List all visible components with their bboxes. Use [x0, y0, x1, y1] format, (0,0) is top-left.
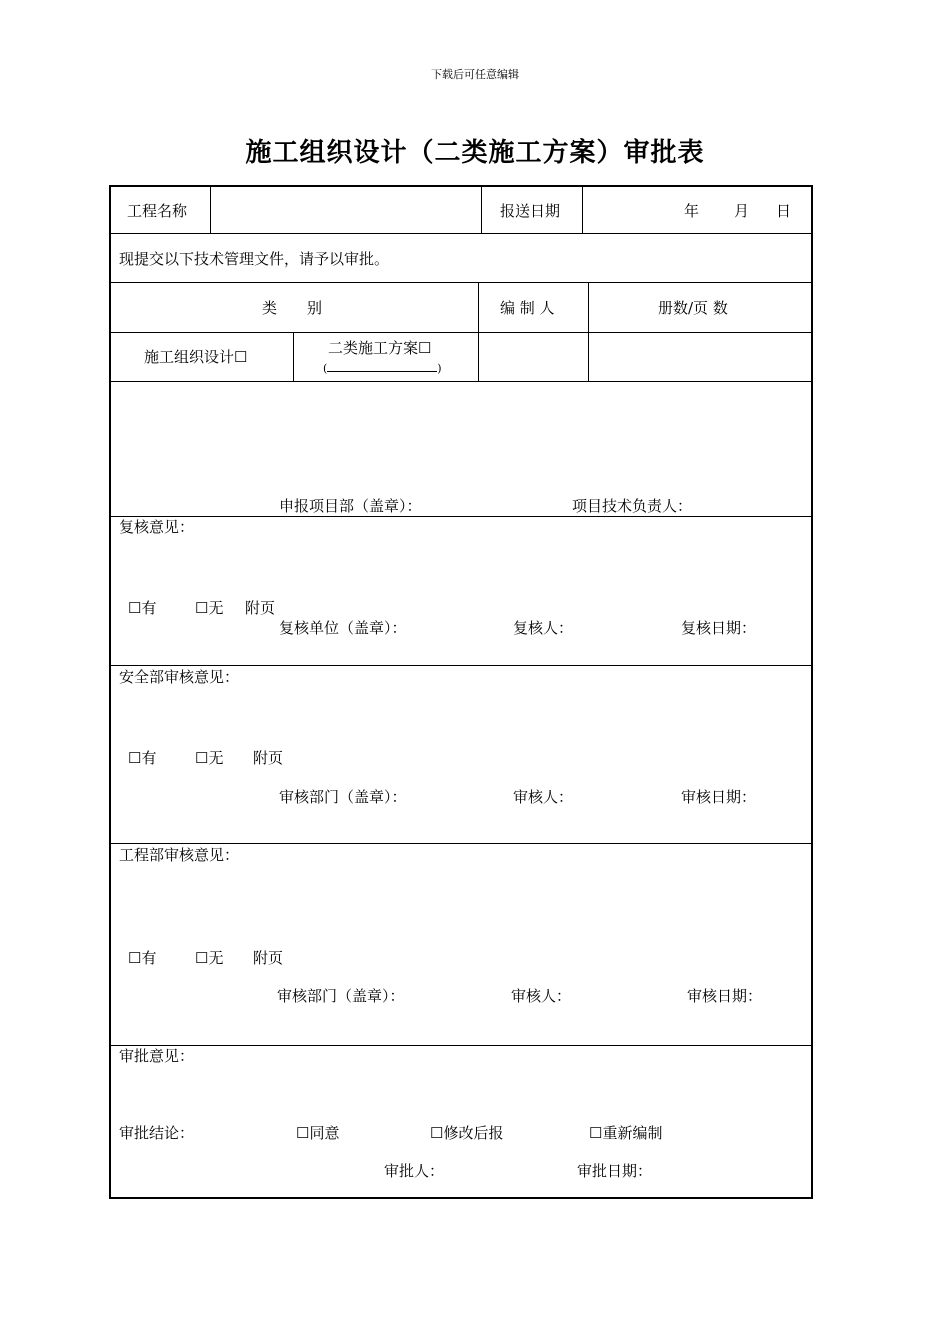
engineering-dept-label: 审核部门（盖章）： — [277, 987, 405, 1005]
col-divider — [478, 282, 479, 381]
row-divider — [109, 282, 813, 283]
engineering-date-label: 审核日期： — [687, 987, 763, 1005]
safety-no-checkbox[interactable]: ☐无 — [195, 749, 224, 767]
submitting-dept-label: 申报项目部（盖章）： — [279, 497, 422, 515]
review-no-checkbox[interactable]: ☐无 — [195, 599, 224, 617]
submit-date-label: 报送日期 — [500, 202, 561, 220]
approval-form-table — [109, 185, 813, 1199]
class2-plan-checkbox[interactable]: 二类施工方案☐ — [328, 339, 432, 357]
col-divider — [481, 187, 482, 233]
safety-yes-checkbox[interactable]: ☐有 — [128, 749, 157, 767]
project-name-field[interactable] — [215, 204, 475, 222]
intro-text: 现提交以下技术管理文件，请予以审批。 — [119, 250, 390, 268]
approval-date-label: 审批日期： — [577, 1162, 653, 1180]
year-label: 年 — [684, 202, 700, 220]
row-divider — [109, 381, 813, 382]
engineering-attachment-label: 附页 — [253, 949, 284, 967]
col-divider — [293, 332, 294, 381]
class2-plan-blank[interactable] — [327, 361, 437, 372]
review-yes-checkbox[interactable]: ☐有 — [128, 599, 157, 617]
col-divider — [582, 187, 583, 233]
pages-header: 册数/页 数 — [658, 299, 728, 317]
engineering-title: 工程部审核意见： — [119, 846, 240, 864]
review-title: 复核意见： — [119, 518, 195, 536]
day-label: 日 — [776, 202, 792, 220]
org-design-checkbox[interactable]: 施工组织设计☐ — [144, 348, 248, 366]
safety-dept-label: 审核部门（盖章）： — [279, 788, 407, 806]
review-attachment-label: 附页 — [245, 599, 276, 617]
project-name-label: 工程名称 — [127, 202, 188, 220]
engineering-yes-checkbox[interactable]: ☐有 — [128, 949, 157, 967]
approval-title: 审批意见： — [119, 1047, 195, 1065]
safety-person-label: 审核人： — [513, 788, 574, 806]
safety-title: 安全部审核意见： — [119, 668, 240, 686]
tech-lead-label: 项目技术负责人： — [572, 497, 693, 515]
row-divider — [109, 233, 813, 234]
class2-plan-note — [323, 361, 442, 374]
row-divider — [109, 332, 813, 333]
row-divider — [109, 516, 813, 517]
approval-revise-checkbox[interactable]: ☐修改后报 — [430, 1124, 504, 1142]
approver-label: 审批人： — [384, 1162, 445, 1180]
category-header: 类 别 — [262, 299, 323, 317]
header-note: 下载后可任意编辑 — [431, 68, 519, 81]
approval-conclusion-label: 审批结论： — [119, 1124, 195, 1142]
month-label: 月 — [734, 202, 750, 220]
review-person-label: 复核人： — [513, 619, 574, 637]
author-header: 编 制 人 — [500, 299, 555, 317]
approval-agree-checkbox[interactable]: ☐同意 — [296, 1124, 340, 1142]
approval-redo-checkbox[interactable]: ☐重新编制 — [589, 1124, 663, 1142]
row-divider — [109, 843, 813, 844]
col-divider — [210, 187, 211, 233]
paren-close: ) — [437, 362, 442, 375]
safety-date-label: 审核日期： — [681, 788, 757, 806]
engineering-no-checkbox[interactable]: ☐无 — [195, 949, 224, 967]
paren-open: ( — [323, 362, 328, 375]
col-divider — [588, 282, 589, 381]
safety-attachment-label: 附页 — [253, 749, 284, 767]
engineering-person-label: 审核人： — [511, 987, 572, 1005]
row-divider — [109, 665, 813, 666]
review-date-label: 复核日期： — [681, 619, 757, 637]
review-unit-label: 复核单位（盖章）： — [279, 619, 407, 637]
row-divider — [109, 1045, 813, 1046]
page-title: 施工组织设计（二类施工方案）审批表 — [245, 138, 705, 168]
